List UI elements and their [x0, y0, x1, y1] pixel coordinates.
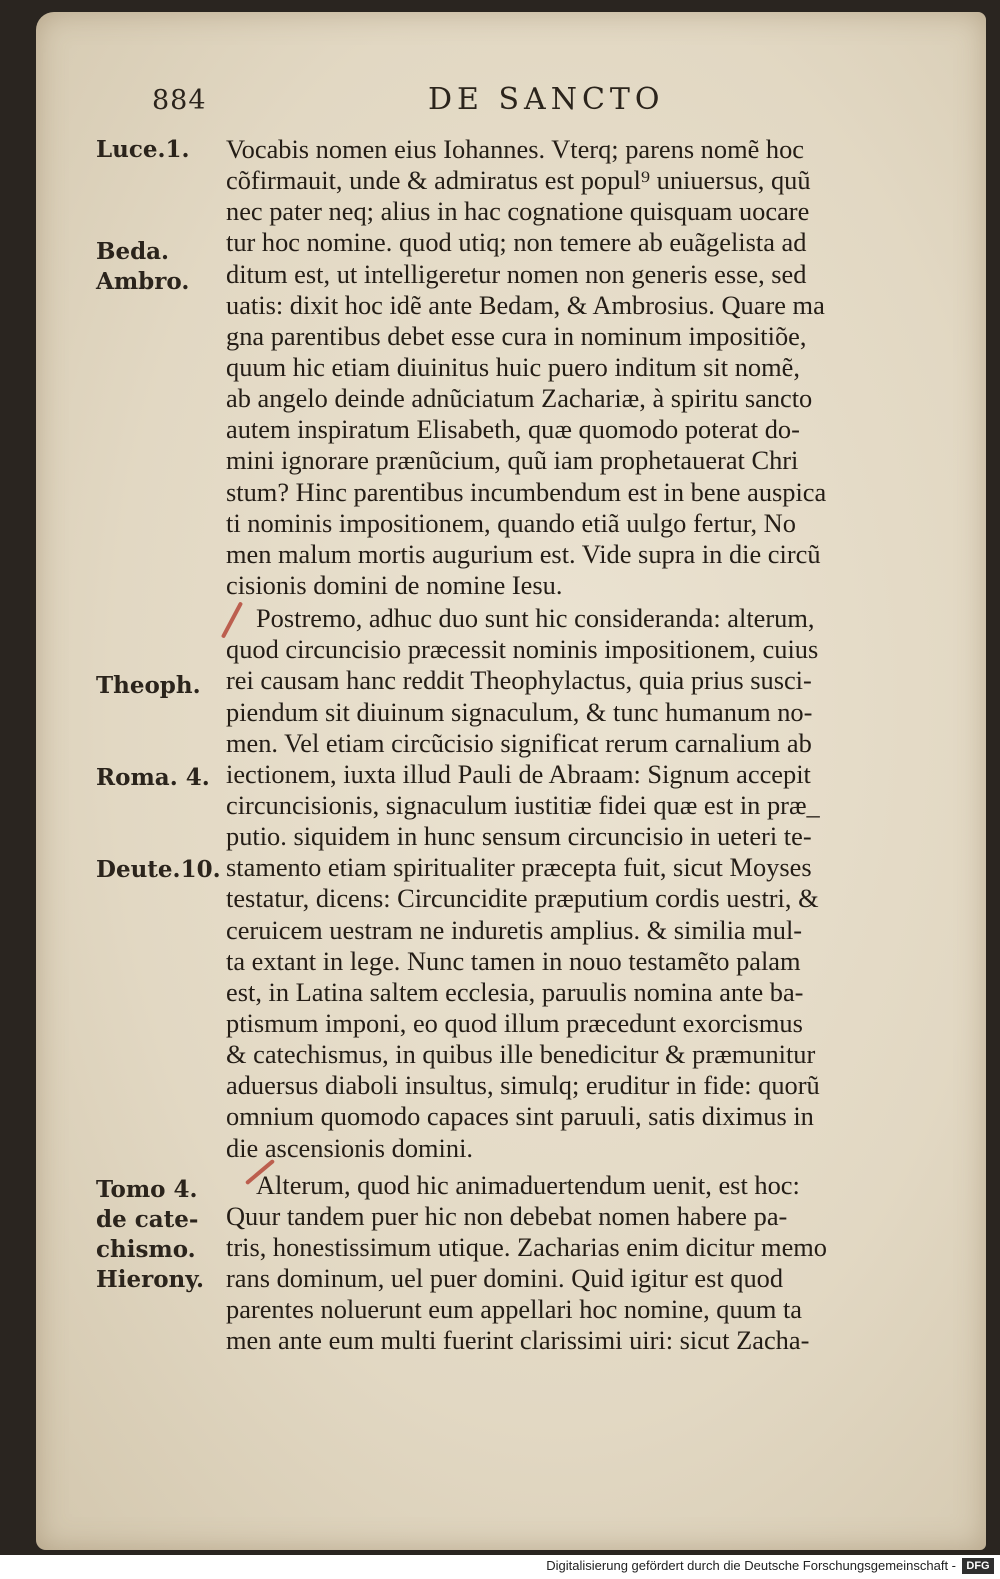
text-line: parentes noluerunt eum appellari hoc nomine, quum ta: [226, 1294, 803, 1325]
text-line: men. Vel etiam circũcisio significat rerum carnalium ab: [226, 727, 812, 758]
text-line: ceruicem uestram ne induretis amplius. & similia mul-: [226, 914, 803, 945]
text-line: stum? Hinc parentibus incumbendum est in bene auspica: [226, 476, 827, 507]
text-line: rans dominum, uel puer domini. Quid igitur est quod: [226, 1263, 784, 1294]
text-line: stamento etiam spiritualiter præcepta fuit, sicut Moyses: [226, 852, 812, 883]
text-line: cisionis domini de nomine Iesu.: [226, 569, 563, 600]
paragraph-2: [226, 603, 934, 1164]
text-line: omnium quomodo capaces sint paruuli, satis diximus in: [226, 1101, 814, 1132]
text-line: Vocabis nomen eius Iohannes. Vterq; parens nomẽ hoc: [226, 134, 805, 164]
text-line: Quur tandem puer hic non debebat nomen habere pa-: [226, 1200, 788, 1231]
text-line: mini ignorare prænũcium, quũ iam prophetauerat Chri: [226, 445, 799, 476]
text-line: tris, honestissimum utique. Zacharias enim dicitur memo: [226, 1231, 828, 1262]
digitization-footer: [0, 1555, 1000, 1579]
text-line: men ante eum multi fuerint clarissimi uiri: sicut Zacha-: [226, 1325, 810, 1356]
text-line: Postremo, adhuc duo sunt hic consideranda: alterum,: [256, 603, 815, 634]
text-line: ab angelo deinde adnũciatum Zachariæ, à spiritu sancto: [226, 383, 813, 414]
text-line: piendum sit diuinum signaculum, & tunc humanum no-: [226, 696, 813, 727]
funding-credit: Digitalisierung gefördert durch die Deutsche Forschungsgemeinschaft -: [546, 1558, 956, 1573]
paragraph-1: [226, 134, 934, 601]
margin-note-ambrose: Ambro.: [96, 268, 190, 295]
text-line: tur hoc nomine. quod utiq; non temere ab euãgelista ad: [226, 227, 807, 258]
text-line: quod circuncisio præcessit nominis impositionem, cuius: [226, 634, 819, 665]
text-line: aduersus diaboli insultus, simulq; eruditur in fide: quorũ: [226, 1070, 820, 1101]
body-text: [226, 134, 934, 1356]
text-line: die ascensionis domini.: [226, 1132, 474, 1163]
text-line: nec pater neq; alius in hac cognatione quisquam uocare: [226, 196, 810, 227]
text-line: autem inspiratum Elisabeth, quæ quomodo poterat do-: [226, 414, 800, 445]
text-line: putio. siquidem in hunc sensum circuncisio in ueteri te-: [226, 821, 812, 852]
margin-note-beda: Beda.: [96, 238, 170, 265]
margin-note-luke: Luce.1.: [96, 136, 190, 163]
text-line: cõfirmauit, unde & admiratus est popul⁹ uniuersus, quũ: [226, 165, 811, 196]
text-line: ti nominis impositionem, quando etiã uulgo fertur, No: [226, 507, 796, 538]
margin-note-tomo: Tomo 4.: [96, 1176, 198, 1203]
dfg-logo-icon: DFG: [962, 1558, 994, 1574]
paragraph-3: [226, 1170, 934, 1357]
text-line: men malum mortis augurium est. Vide supra in die circũ: [226, 538, 821, 569]
text-line: Alterum, quod hic animaduertendum uenit, est hoc:: [256, 1169, 800, 1200]
running-head: DE SANCTO: [428, 82, 665, 117]
text-line: ptismum imponi, eo quod illum præcedunt exorcismus: [226, 1007, 803, 1038]
text-line: circuncisionis, signaculum iustitiæ fidei quæ est in præ_: [226, 789, 820, 820]
margin-note-romans: Roma. 4.: [96, 764, 210, 791]
margin-note-jerome: Hierony.: [96, 1266, 205, 1293]
text-line: testatur, dicens: Circuncidite præputium cordis uestri, &: [226, 883, 819, 914]
text-line: ta extant in lege. Nunc tamen in nouo testamẽto palam: [226, 945, 801, 976]
page-number: 884: [152, 85, 207, 116]
text-line: uatis: dixit hoc idẽ ante Bedam, & Ambrosius. Quare ma: [226, 289, 825, 320]
text-line: ditum est, ut intelligeretur nomen non generis esse, sed: [226, 258, 807, 289]
text-line: rei causam hanc reddit Theophylactus, quia prius susci-: [226, 665, 812, 696]
text-line: iectionem, iuxta illud Pauli de Abraam: Signum accepit: [226, 758, 811, 789]
margin-note-theophylact: Theoph.: [96, 672, 201, 699]
margin-note-catechism-2: chismo.: [96, 1236, 196, 1263]
text-line: & catechismus, in quibus ille benedicitur & præmunitur: [226, 1039, 816, 1070]
text-line: gna parentibus debet esse cura in nominum impositiõe,: [226, 320, 807, 351]
text-line: quum hic etiam diuinitus huic puero inditum sit nomẽ,: [226, 351, 800, 382]
text-line: est, in Latina saltem ecclesia, paruulis nomina ante ba-: [226, 976, 804, 1007]
margin-note-catechism-1: de cate-: [96, 1206, 199, 1233]
margin-note-deuteronomy: Deute.10.: [96, 856, 221, 883]
